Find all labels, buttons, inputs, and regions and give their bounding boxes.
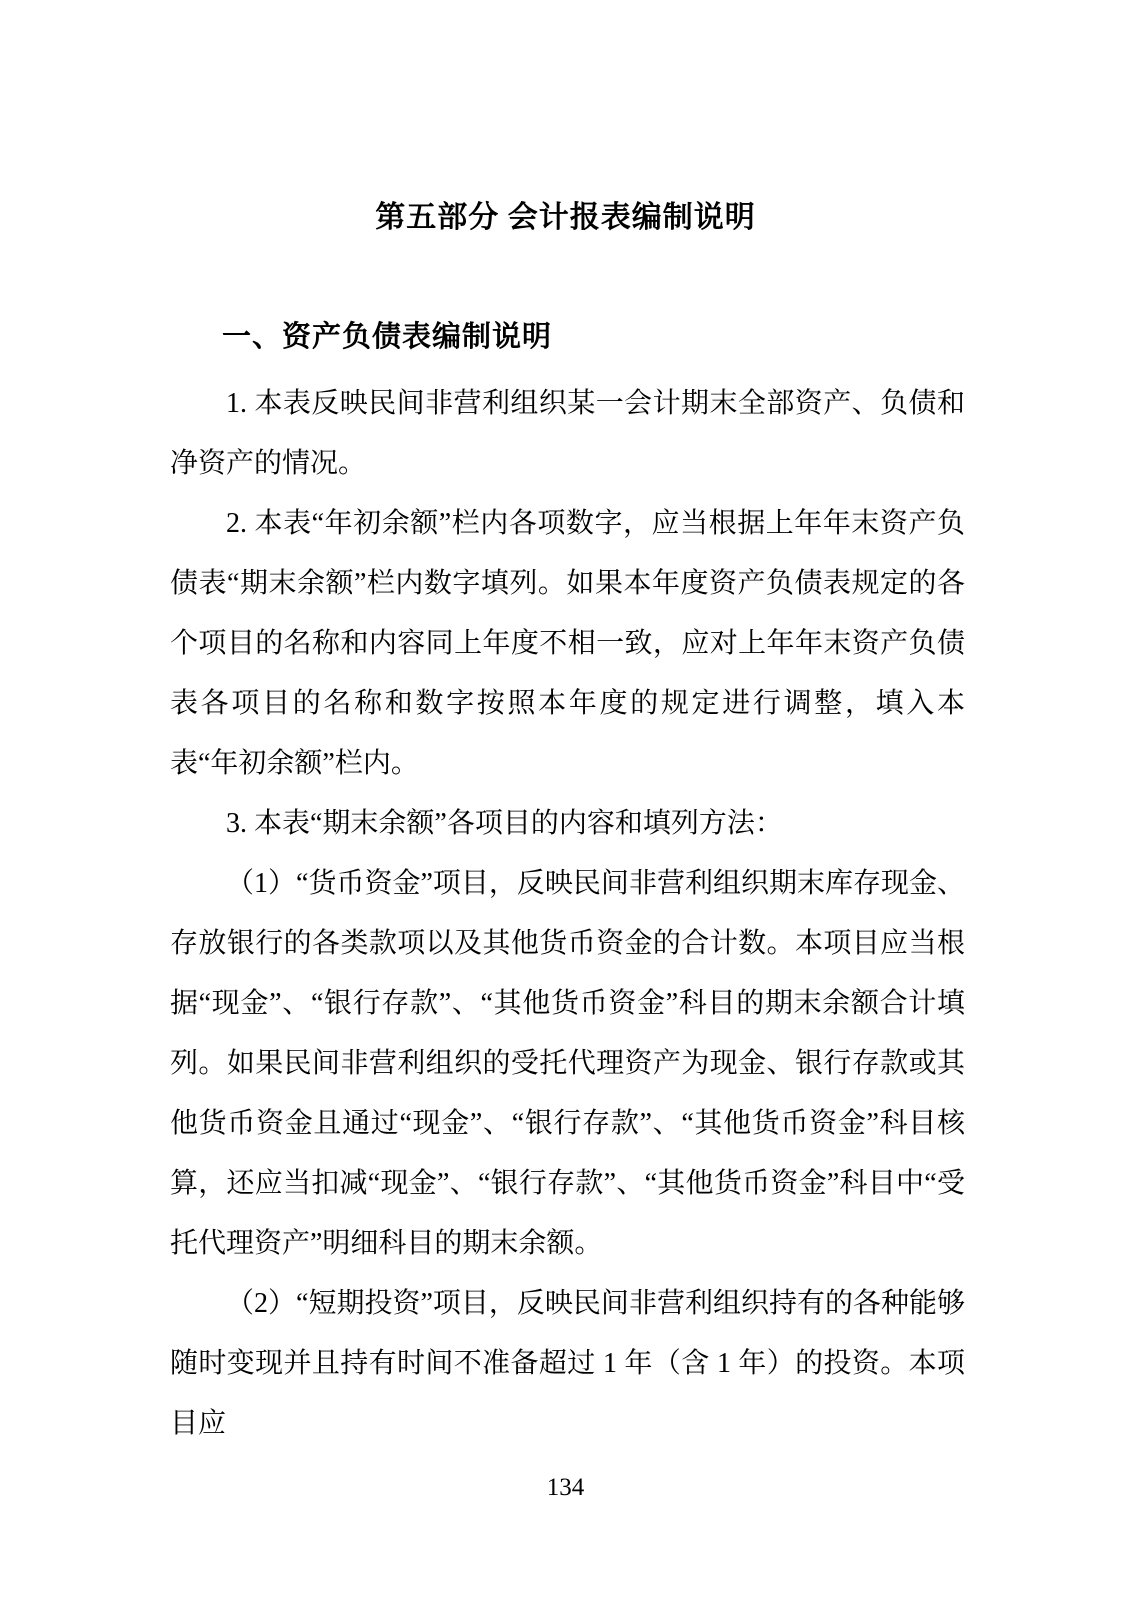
page-number: 134 (546, 1474, 585, 1501)
paragraph-1: 1. 本表反映民间非营利组织某一会计期末全部资产、负债和净资产的情况。 (170, 388, 965, 479)
paragraph-5: （2）“短期投资”项目，反映民间非营利组织持有的各种能够随时变现并且持有时间不准备超过 1 年（含 1 年）的投资。本项目应 (170, 1288, 965, 1439)
paragraph-2: 2. 本表“年初余额”栏内各项数字，应当根据上年年末资产负债表“期末余额”栏内数字填列。如果本年度资产负债表规定的各个项目的名称和内容同上年度不相一致，应对上年年末资产负债表各项目的名称和数字按照本年度的规定进行调整，填入本表“年初余额”栏内。 (170, 508, 965, 779)
section-heading: 一、资产负债表编制说明 (222, 321, 553, 353)
document-title: 第五部分 会计报表编制说明 (375, 201, 756, 234)
paragraph-3: 3. 本表“期末余额”各项目的内容和填列方法： (226, 808, 783, 839)
paragraph-4: （1）“货币资金”项目，反映民间非营利组织期末库存现金、存放银行的各类款项以及其他货币资金的合计数。本项目应当根据“现金”、“银行存款”、“其他货币资金”科目的期末余额合计填列。如果民间非营利组织的受托代理资产为现金、银行存款或其他货币资金且通过“现金”、“银行存款”、“其他货币资金”科目核算，还应当扣减“现金”、“银行存款”、“其他货币资金”科目中“受托代理资产”明细科目的期末余额。 (170, 868, 965, 1259)
document-body (170, 374, 965, 1454)
